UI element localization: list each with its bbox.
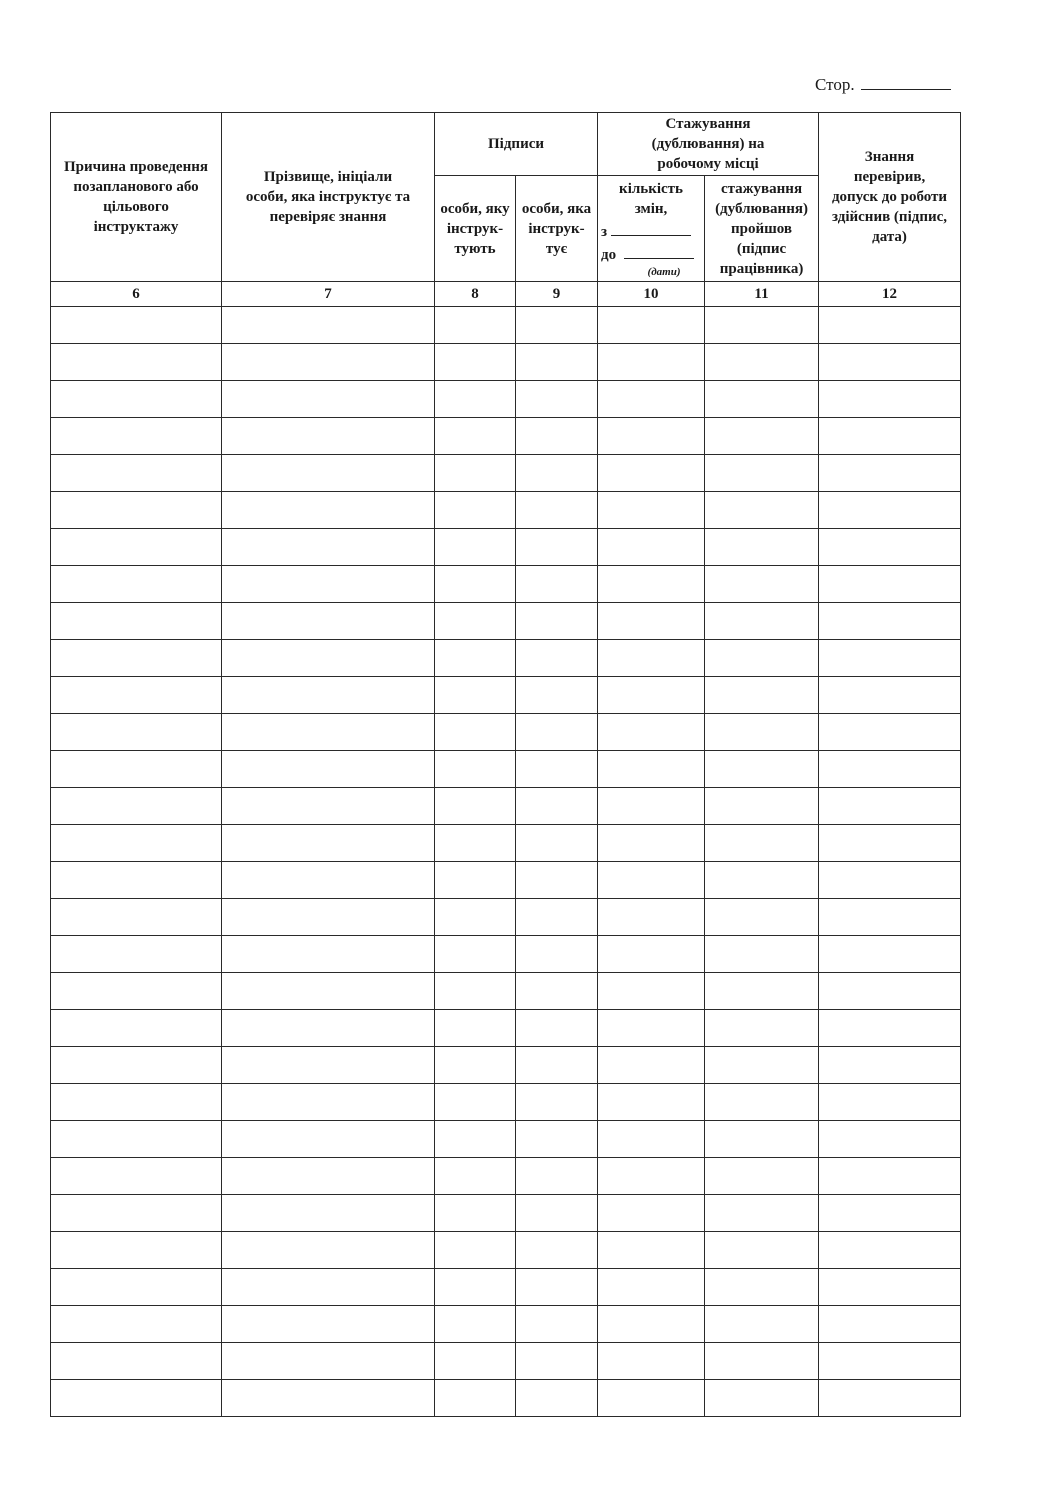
table-cell[interactable] [516, 714, 598, 751]
table-cell[interactable] [222, 566, 435, 603]
column-number: 9 [516, 282, 598, 307]
table-cell[interactable] [222, 1084, 435, 1121]
table-row [51, 1158, 961, 1195]
table-cell[interactable] [598, 714, 705, 751]
table-cell[interactable] [516, 529, 598, 566]
column-number-row [51, 282, 961, 307]
table-cell[interactable] [222, 936, 435, 973]
table-row [51, 1047, 961, 1084]
table-cell[interactable] [516, 1343, 598, 1380]
table-row [51, 714, 961, 751]
table-row [51, 825, 961, 862]
table-cell[interactable] [222, 1343, 435, 1380]
table-cell[interactable] [51, 418, 222, 455]
table-cell[interactable] [819, 1121, 961, 1158]
table-cell[interactable] [51, 1306, 222, 1343]
table-cell[interactable] [51, 1343, 222, 1380]
header-instructed-person-signature: особи, яку інструк-тують [435, 176, 516, 282]
table-cell[interactable] [819, 1269, 961, 1306]
table-cell[interactable] [51, 307, 222, 344]
table-cell[interactable] [819, 1343, 961, 1380]
table-cell[interactable] [435, 788, 516, 825]
table-cell[interactable] [51, 1158, 222, 1195]
table-cell[interactable] [516, 1158, 598, 1195]
header-instructor-name: Прізвище, ініціали особи, яка інструктує та перевіряє знання [222, 113, 435, 282]
table-cell[interactable] [435, 1084, 516, 1121]
table-row [51, 1195, 961, 1232]
table-cell[interactable] [222, 455, 435, 492]
table-cell[interactable] [516, 1232, 598, 1269]
table-cell[interactable] [516, 1269, 598, 1306]
table-cell[interactable] [516, 307, 598, 344]
table-cell[interactable] [516, 1380, 598, 1417]
table-cell[interactable] [705, 788, 819, 825]
table-cell[interactable] [819, 936, 961, 973]
table-cell[interactable] [819, 344, 961, 381]
table-cell[interactable] [705, 381, 819, 418]
table-cell[interactable] [705, 973, 819, 1010]
table-cell[interactable] [705, 1343, 819, 1380]
table-cell[interactable] [516, 899, 598, 936]
table-cell[interactable] [51, 1380, 222, 1417]
table-cell[interactable] [705, 1010, 819, 1047]
page-number-label [815, 74, 951, 95]
table-cell[interactable] [435, 640, 516, 677]
table-cell[interactable] [819, 825, 961, 862]
table-cell[interactable] [435, 529, 516, 566]
table-cell[interactable] [819, 492, 961, 529]
header-shift-count [598, 176, 705, 282]
table-cell[interactable] [435, 751, 516, 788]
table-cell[interactable] [819, 862, 961, 899]
table-cell[interactable] [598, 788, 705, 825]
table-cell[interactable] [222, 344, 435, 381]
table-cell[interactable] [598, 307, 705, 344]
table-cell[interactable] [705, 751, 819, 788]
table-cell[interactable] [435, 862, 516, 899]
table-cell[interactable] [51, 1010, 222, 1047]
table-cell[interactable] [819, 529, 961, 566]
table-cell[interactable] [705, 307, 819, 344]
table-cell[interactable] [819, 566, 961, 603]
header-internship-completed: стажування (дублювання) пройшов (підпис працівника) [705, 176, 819, 282]
table-cell[interactable] [435, 492, 516, 529]
table-cell[interactable] [705, 640, 819, 677]
table-cell[interactable] [819, 751, 961, 788]
table-cell[interactable] [222, 1269, 435, 1306]
table-cell[interactable] [435, 1343, 516, 1380]
table-cell[interactable] [598, 862, 705, 899]
table-cell[interactable] [598, 1306, 705, 1343]
table-cell[interactable] [435, 1010, 516, 1047]
table-row [51, 862, 961, 899]
table-cell[interactable] [222, 677, 435, 714]
table-cell[interactable] [598, 529, 705, 566]
table-cell[interactable] [222, 1232, 435, 1269]
table-row [51, 381, 961, 418]
table-cell[interactable] [598, 418, 705, 455]
table-row [51, 1121, 961, 1158]
table-cell[interactable] [705, 492, 819, 529]
table-cell[interactable] [705, 1380, 819, 1417]
table-cell[interactable] [51, 1121, 222, 1158]
table-row [51, 566, 961, 603]
table-cell[interactable] [435, 381, 516, 418]
table-cell[interactable] [598, 1010, 705, 1047]
table-cell[interactable] [598, 1158, 705, 1195]
table-cell[interactable] [705, 566, 819, 603]
table-cell[interactable] [598, 1047, 705, 1084]
table-cell[interactable] [705, 899, 819, 936]
table-cell[interactable] [705, 1232, 819, 1269]
table-cell[interactable] [51, 1269, 222, 1306]
table-cell[interactable] [222, 788, 435, 825]
table-cell[interactable] [435, 1195, 516, 1232]
table-cell[interactable] [705, 1269, 819, 1306]
table-cell[interactable] [516, 344, 598, 381]
table-cell[interactable] [435, 566, 516, 603]
table-cell[interactable] [516, 751, 598, 788]
table-cell[interactable] [705, 825, 819, 862]
table-row [51, 418, 961, 455]
table-cell[interactable] [705, 1306, 819, 1343]
header-knowledge-check: Знання перевірив, допуск до роботи здійснив (підпис, дата) [819, 113, 961, 282]
column-number: 8 [435, 282, 516, 307]
table-cell[interactable] [51, 1084, 222, 1121]
table-cell[interactable] [516, 640, 598, 677]
table-cell[interactable] [51, 714, 222, 751]
table-cell[interactable] [51, 677, 222, 714]
table-row [51, 492, 961, 529]
table-cell[interactable] [51, 455, 222, 492]
table-cell[interactable] [705, 1084, 819, 1121]
table-cell[interactable] [51, 825, 222, 862]
table-cell[interactable] [598, 344, 705, 381]
table-cell[interactable] [222, 529, 435, 566]
table-cell[interactable] [819, 381, 961, 418]
table-body [51, 307, 961, 1417]
table-cell[interactable] [51, 862, 222, 899]
table-cell[interactable] [598, 936, 705, 973]
table-cell[interactable] [598, 1343, 705, 1380]
table-cell[interactable] [222, 973, 435, 1010]
table-cell[interactable] [516, 603, 598, 640]
table-cell[interactable] [51, 640, 222, 677]
table-cell[interactable] [516, 1010, 598, 1047]
shift-count-label: кількість змін, [619, 180, 683, 217]
table-cell[interactable] [516, 1047, 598, 1084]
column-number: 10 [598, 282, 705, 307]
table-cell[interactable] [516, 973, 598, 1010]
table-row [51, 751, 961, 788]
table-cell[interactable] [435, 714, 516, 751]
table-cell[interactable] [516, 936, 598, 973]
column-number: 7 [222, 282, 435, 307]
column-number: 6 [51, 282, 222, 307]
table-cell[interactable] [222, 418, 435, 455]
table-cell[interactable] [435, 455, 516, 492]
table-cell[interactable] [516, 492, 598, 529]
table-row [51, 677, 961, 714]
table-cell[interactable] [435, 1306, 516, 1343]
table-cell[interactable] [598, 492, 705, 529]
table-cell[interactable] [435, 418, 516, 455]
table-cell[interactable] [51, 973, 222, 1010]
table-cell[interactable] [598, 825, 705, 862]
table-cell[interactable] [435, 1047, 516, 1084]
table-cell[interactable] [705, 529, 819, 566]
table-cell[interactable] [222, 862, 435, 899]
table-cell[interactable] [598, 1084, 705, 1121]
table-row [51, 1232, 961, 1269]
table-cell[interactable] [598, 640, 705, 677]
table-cell[interactable] [516, 1084, 598, 1121]
table-cell[interactable] [598, 381, 705, 418]
table-cell[interactable] [598, 751, 705, 788]
table-cell[interactable] [435, 1121, 516, 1158]
table-cell[interactable] [598, 1380, 705, 1417]
table-cell[interactable] [51, 936, 222, 973]
table-cell[interactable] [705, 714, 819, 751]
table-cell[interactable] [819, 455, 961, 492]
table-cell[interactable] [222, 1158, 435, 1195]
table-cell[interactable] [598, 973, 705, 1010]
table-row [51, 344, 961, 381]
table-cell[interactable] [222, 492, 435, 529]
table-row [51, 603, 961, 640]
table-cell[interactable] [598, 1121, 705, 1158]
table-cell[interactable] [51, 344, 222, 381]
table-cell[interactable] [598, 1195, 705, 1232]
table-cell[interactable] [222, 307, 435, 344]
table-cell[interactable] [222, 751, 435, 788]
page-number-blank[interactable] [861, 74, 951, 90]
table-row [51, 788, 961, 825]
date-from-line: з [598, 221, 704, 242]
table-cell[interactable] [51, 381, 222, 418]
table-cell[interactable] [705, 677, 819, 714]
table-cell[interactable] [51, 1232, 222, 1269]
table-row [51, 973, 961, 1010]
table-cell[interactable] [51, 751, 222, 788]
table-cell[interactable] [819, 714, 961, 751]
table-cell[interactable] [222, 1195, 435, 1232]
table-cell[interactable] [598, 1269, 705, 1306]
table-cell[interactable] [819, 1084, 961, 1121]
table-cell[interactable] [516, 825, 598, 862]
header-signatures: Підписи [435, 113, 598, 176]
table-row [51, 1343, 961, 1380]
table-cell[interactable] [705, 418, 819, 455]
table-cell[interactable] [516, 862, 598, 899]
instruction-log-table [50, 112, 961, 1417]
column-number: 12 [819, 282, 961, 307]
table-cell[interactable] [819, 1232, 961, 1269]
table-cell[interactable] [705, 1121, 819, 1158]
table-cell[interactable] [222, 603, 435, 640]
table-cell[interactable] [819, 973, 961, 1010]
table-cell[interactable] [435, 307, 516, 344]
header-row-1 [51, 113, 961, 176]
table-cell[interactable] [819, 307, 961, 344]
header-reason: Причина проведення позапланового або цільового інструктажу [51, 113, 222, 282]
table-cell[interactable] [435, 1232, 516, 1269]
table-row [51, 1084, 961, 1121]
table-cell[interactable] [435, 1158, 516, 1195]
header-internship: Стажування (дублювання) на робочому місці [598, 113, 819, 176]
table-cell[interactable] [516, 1121, 598, 1158]
table-cell[interactable] [705, 603, 819, 640]
table-cell[interactable] [51, 1047, 222, 1084]
table-row [51, 640, 961, 677]
table-cell[interactable] [819, 603, 961, 640]
table-cell[interactable] [222, 825, 435, 862]
table-cell[interactable] [819, 1380, 961, 1417]
table-cell[interactable] [435, 344, 516, 381]
date-to-line: до [598, 244, 704, 265]
header-instructor-signature: особи, яка інструк-тує [516, 176, 598, 282]
table-cell[interactable] [51, 566, 222, 603]
table-cell[interactable] [222, 1121, 435, 1158]
table-cell[interactable] [222, 1047, 435, 1084]
table-cell[interactable] [51, 603, 222, 640]
table-cell[interactable] [598, 677, 705, 714]
table-cell[interactable] [705, 344, 819, 381]
column-number: 11 [705, 282, 819, 307]
table-cell[interactable] [516, 1306, 598, 1343]
table-cell[interactable] [222, 1380, 435, 1417]
table-cell[interactable] [819, 1010, 961, 1047]
table-cell[interactable] [598, 566, 705, 603]
table-row [51, 529, 961, 566]
table-cell[interactable] [598, 603, 705, 640]
table-row [51, 1380, 961, 1417]
table-cell[interactable] [51, 788, 222, 825]
table-cell[interactable] [222, 1010, 435, 1047]
table-cell[interactable] [516, 381, 598, 418]
table-cell[interactable] [222, 381, 435, 418]
table-cell[interactable] [222, 640, 435, 677]
table-cell[interactable] [222, 899, 435, 936]
page-label-text: Стор. [815, 75, 855, 94]
table-cell[interactable] [435, 1269, 516, 1306]
table-cell[interactable] [819, 1047, 961, 1084]
table-cell[interactable] [819, 1158, 961, 1195]
table-cell[interactable] [705, 936, 819, 973]
table-row [51, 1269, 961, 1306]
table-cell[interactable] [222, 1306, 435, 1343]
table-cell[interactable] [705, 862, 819, 899]
table-cell[interactable] [705, 1047, 819, 1084]
table-row [51, 899, 961, 936]
table-cell[interactable] [819, 899, 961, 936]
table-cell[interactable] [516, 1195, 598, 1232]
table-cell[interactable] [598, 455, 705, 492]
table-cell[interactable] [51, 1195, 222, 1232]
table-cell[interactable] [819, 1195, 961, 1232]
table-cell[interactable] [819, 418, 961, 455]
table-cell[interactable] [819, 640, 961, 677]
table-row [51, 1306, 961, 1343]
table-cell[interactable] [705, 1195, 819, 1232]
table-cell[interactable] [516, 677, 598, 714]
table-cell[interactable] [435, 677, 516, 714]
table-cell[interactable] [435, 1380, 516, 1417]
table-cell[interactable] [819, 788, 961, 825]
table-row [51, 1010, 961, 1047]
table-row [51, 936, 961, 973]
table-cell[interactable] [51, 529, 222, 566]
table-cell[interactable] [819, 677, 961, 714]
table-row [51, 455, 961, 492]
table-cell[interactable] [51, 492, 222, 529]
table-cell[interactable] [51, 899, 222, 936]
table-cell[interactable] [516, 455, 598, 492]
table-cell[interactable] [222, 714, 435, 751]
table-cell[interactable] [819, 1306, 961, 1343]
table-cell[interactable] [516, 788, 598, 825]
table-row [51, 307, 961, 344]
table-cell[interactable] [435, 825, 516, 862]
table-cell[interactable] [516, 418, 598, 455]
table-cell[interactable] [705, 1158, 819, 1195]
table-cell[interactable] [598, 899, 705, 936]
table-cell[interactable] [435, 603, 516, 640]
table-cell[interactable] [705, 455, 819, 492]
table-cell[interactable] [435, 973, 516, 1010]
table-cell[interactable] [435, 936, 516, 973]
table-cell[interactable] [516, 566, 598, 603]
table-cell[interactable] [435, 899, 516, 936]
table-cell[interactable] [598, 1232, 705, 1269]
dates-caption: (дати) [647, 265, 681, 278]
